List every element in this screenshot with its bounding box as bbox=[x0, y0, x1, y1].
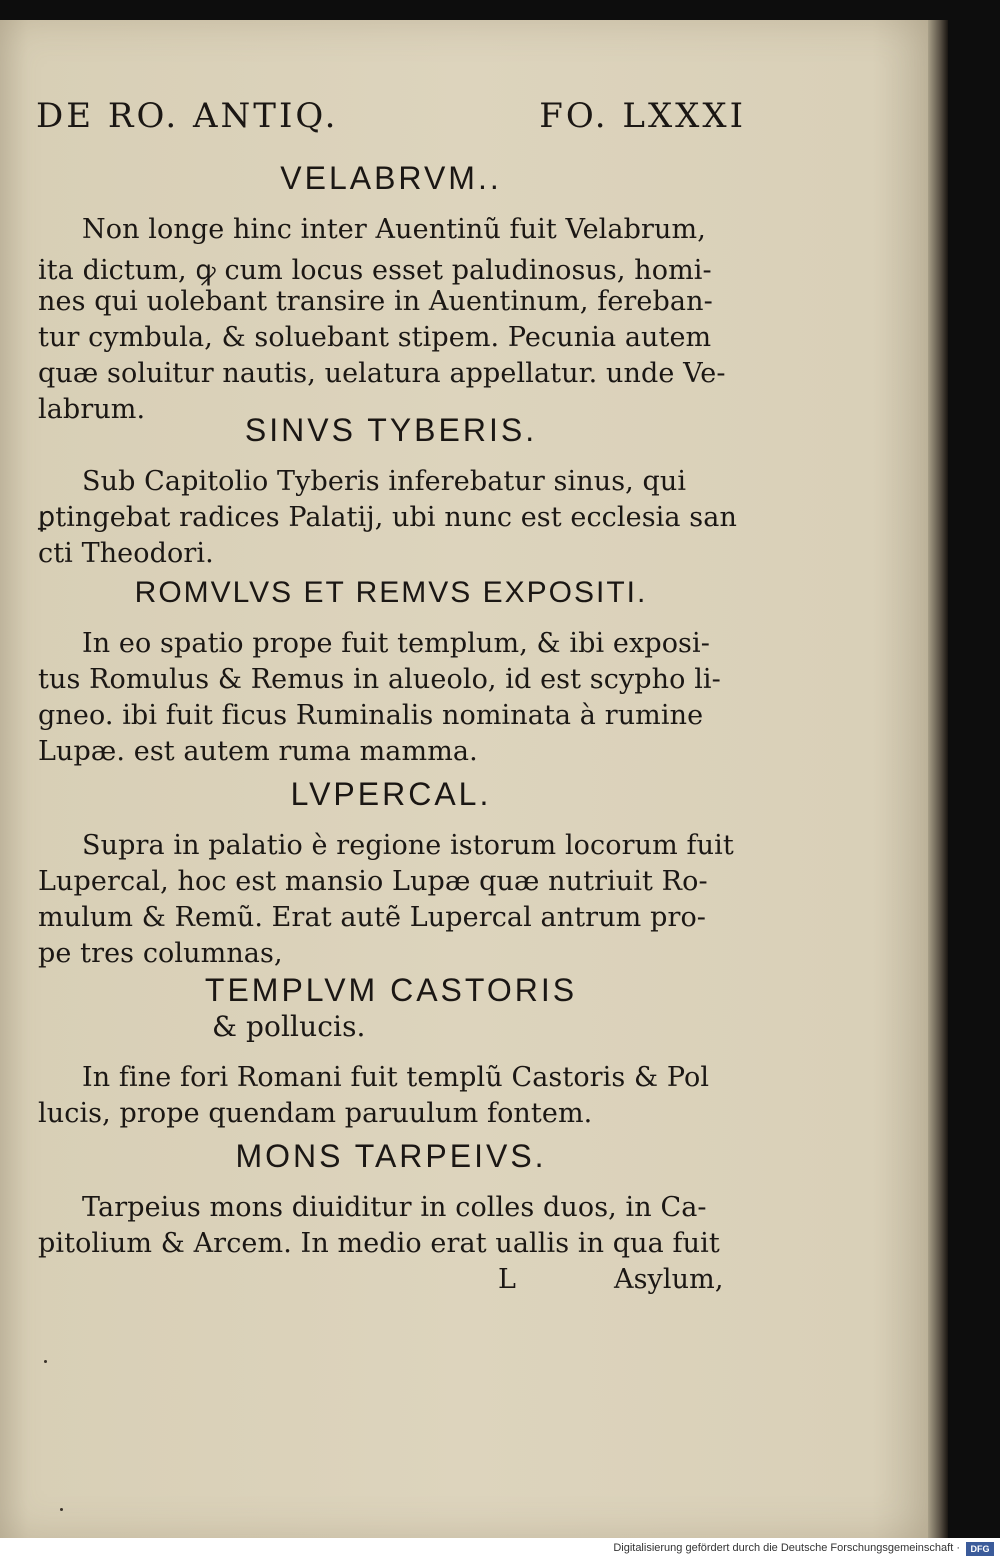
text-line: Non longe hinc inter Auentinũ fuit Velabrum, bbox=[82, 214, 706, 245]
text-line: Lupæ. est autem ruma mamma. bbox=[38, 736, 478, 767]
page-edge bbox=[928, 20, 948, 1538]
section-title-romulus-remus: ROMVLVS ET REMVS EXPOSITI. bbox=[134, 576, 648, 609]
text-line: ita dictum, ꝙ cum locus esset paludinosus, homi- bbox=[38, 255, 712, 286]
section-subtitle: & pollucis. bbox=[212, 1010, 366, 1043]
text-line: ꝑtingebat radices Palatij, ubi nunc est ecclesia san bbox=[38, 502, 737, 533]
section-title-templum-castoris: TEMPLVM CASTORIS bbox=[204, 972, 578, 1008]
paper-speck bbox=[44, 1360, 47, 1363]
section-title-lupercal: LVPERCAL. bbox=[290, 776, 492, 812]
text-line: quæ soluitur nautis, uelatura appellatur. unde Ve- bbox=[38, 358, 726, 389]
text-line: pe tres columnas, bbox=[38, 938, 283, 969]
funding-credit: Digitalisierung gefördert durch die Deutsche Forschungsgemeinschaft · bbox=[613, 1542, 960, 1554]
text-line: Lupercal, hoc est mansio Lupæ quæ nutriuit Ro- bbox=[38, 866, 708, 897]
digitization-footer bbox=[0, 1538, 1000, 1561]
text-line: nes qui uolebant transire in Auentinum, fereban- bbox=[38, 286, 713, 317]
dfg-logo: DFG bbox=[966, 1542, 994, 1556]
text-line: labrum. bbox=[38, 394, 146, 425]
section-title-sinus-tyberis: SINVS TYBERIS. bbox=[244, 412, 538, 448]
signature-mark: L bbox=[498, 1264, 517, 1295]
text-line: Sub Capitolio Tyberis inferebatur sinus, qui bbox=[82, 466, 687, 497]
running-head-left: DE RO. ANTIQ. bbox=[36, 96, 339, 136]
text-line: mulum & Remũ. Erat autẽ Lupercal antrum pro- bbox=[38, 902, 707, 933]
text-line: tur cymbula, & soluebant stipem. Pecunia autem bbox=[38, 322, 712, 353]
text-line: lucis, prope quendam paruulum fontem. bbox=[38, 1098, 593, 1129]
text-line: In eo spatio prope fuit templum, & ibi exposi- bbox=[82, 628, 710, 659]
running-head-right: FO. LXXXI bbox=[539, 96, 746, 136]
paper-speck bbox=[60, 1508, 63, 1511]
text-line: In fine fori Romani fuit templũ Castoris & Pol bbox=[82, 1062, 710, 1093]
text-line: gneo. ibi fuit ficus Ruminalis nominata à rumine bbox=[38, 700, 704, 731]
text-line: Supra in palatio è regione istorum locorum fuit bbox=[82, 830, 734, 861]
text-line: tus Romulus & Remus in alueolo, id est scypho li- bbox=[38, 664, 721, 695]
catchword: Asylum, bbox=[614, 1264, 724, 1295]
section-title-mons-tarpeius: MONS TARPEIVS. bbox=[235, 1138, 547, 1174]
text-line: pitolium & Arcem. In medio erat uallis in qua fuit bbox=[38, 1228, 720, 1259]
section-title-velabrum: VELABRVM.. bbox=[280, 160, 502, 196]
text-line: cti Theodori. bbox=[38, 538, 214, 569]
text-line: Tarpeius mons diuiditur in colles duos, in Ca- bbox=[82, 1192, 707, 1223]
running-head bbox=[36, 96, 746, 136]
